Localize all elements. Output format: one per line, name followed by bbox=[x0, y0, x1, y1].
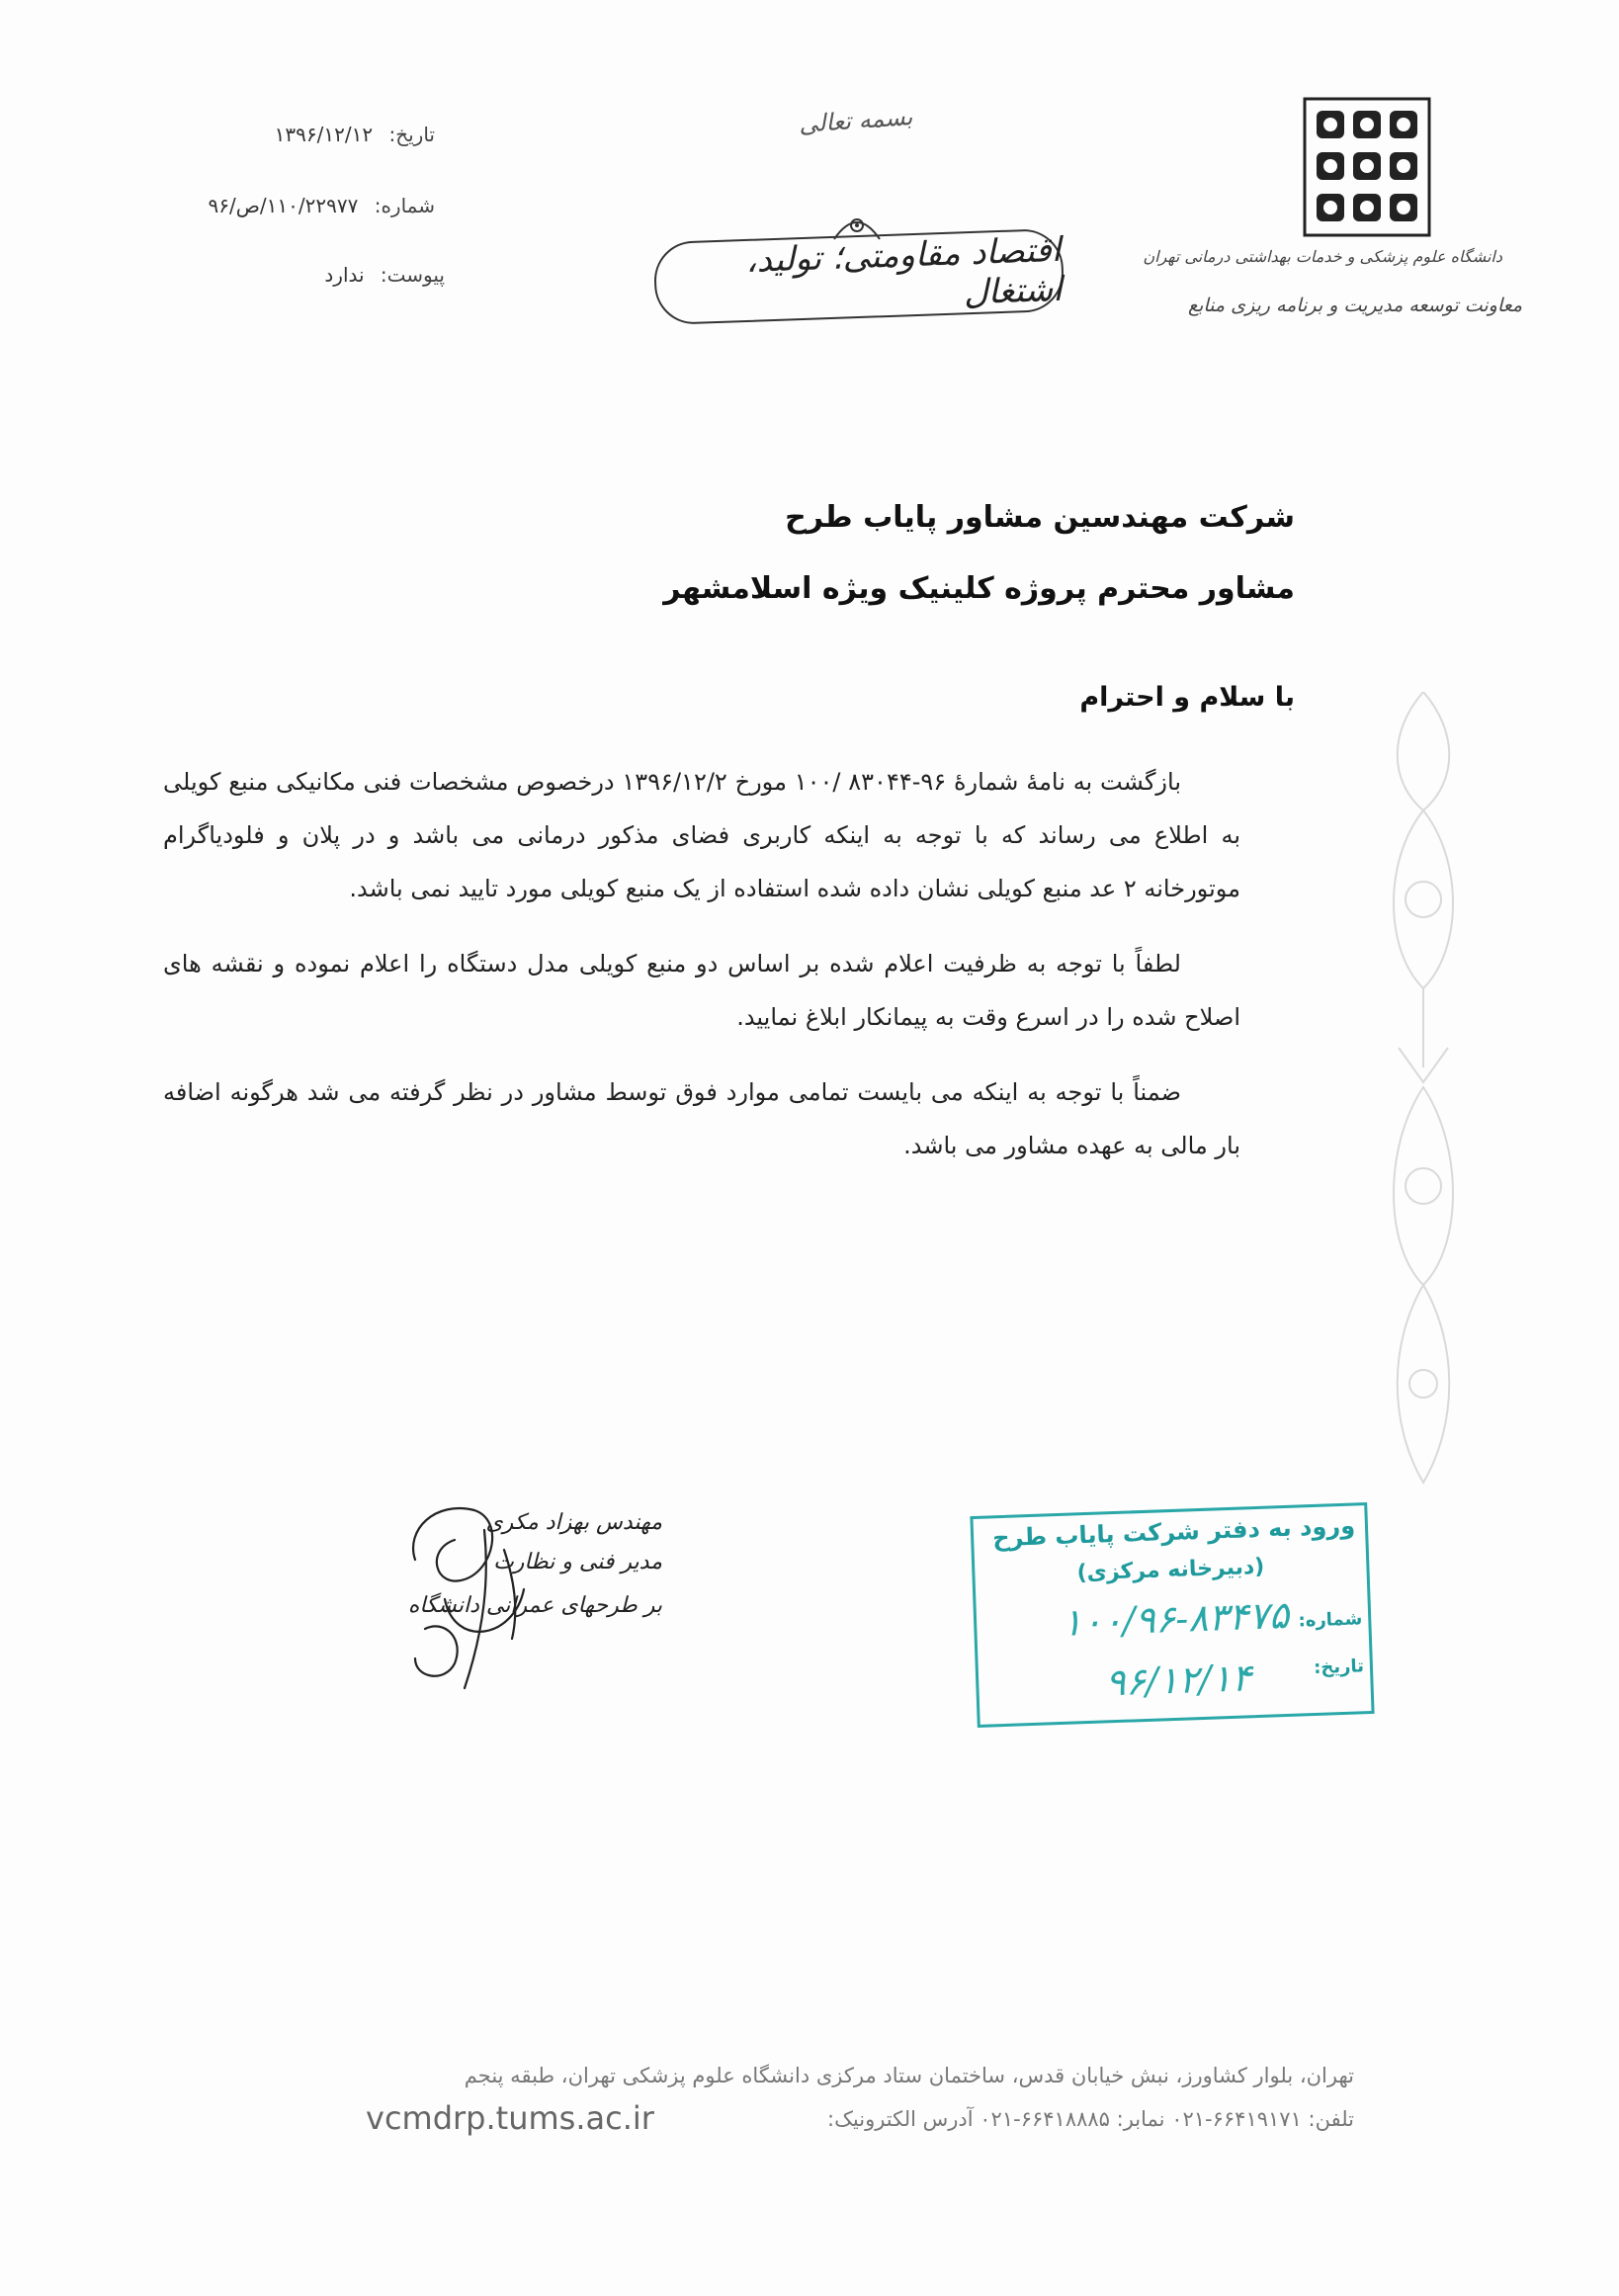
footer-address: تهران، بلوار کشاورز، نبش خیابان قدس، ساختمان ستاد مرکزی دانشگاه علوم پزشکی تهران، طبقه پنجم bbox=[464, 2064, 1354, 2087]
date-value: ۱۳۹۶/۱۲/۱۲ bbox=[274, 123, 374, 146]
attachment-label: پیوست: bbox=[380, 263, 445, 287]
basmala: بسمه تعالی bbox=[798, 103, 914, 138]
signer-title: مدیر فنی و نظارت bbox=[493, 1550, 662, 1574]
org-name: دانشگاه علوم پزشکی و خدمات بهداشتی درمانی تهران bbox=[1143, 247, 1502, 266]
number-field bbox=[198, 194, 435, 217]
body-paragraph-2: لطفاً با توجه به ظرفیت اعلام شده بر اساس دو منبع کویلی مدل دستگاه را اعلام نموده و نقشه های اصلاح شده را در اسرع وقت به پیمانکار ابلاغ نمایید. bbox=[163, 950, 1240, 1031]
stamp-number-label: شماره: bbox=[1298, 1608, 1363, 1632]
body-paragraph-1: بازگشت به نامۀ شمارۀ ۹۶-۸۳۰۴۴ /۱۰۰ مورخ ۱۳۹۶/۱۲/۲ درخصوص مشخصات فنی مکانیکی منبع کویلی به اطلاع می رساند که با توجه به اینکه کاربری فضای مذکور درمانی می باشد و در پلان و فلودیاگرام موتورخانه ۲ عد منبع کویلی نشان داده شده استفاده از یک منبع کویلی مورد تایید نمی باشد. bbox=[163, 768, 1240, 902]
recipient-title: مشاور محترم پروژه کلینیک ویژه اسلامشهر bbox=[663, 571, 1295, 606]
stamp-date-value: ۹۶/۱۲/۱۴ bbox=[1104, 1656, 1253, 1705]
university-logo bbox=[1303, 97, 1431, 237]
stamp-date-label: تاریخ: bbox=[1313, 1656, 1365, 1679]
stamp-number-value: ۱۰۰/۹۶-۸۳۴۷۵ bbox=[1061, 1592, 1290, 1645]
number-label: شماره: bbox=[374, 194, 435, 217]
number-value: ۱۱۰/۲۲۹۷۷/ص/۹۶ bbox=[208, 194, 359, 217]
footer-contact: تلفن: ۶۶۴۱۹۱۷۱-۰۲۱ نمابر: ۶۶۴۱۸۸۸۵-۰۲۱ آدرس الکترونیک: bbox=[827, 2107, 1354, 2131]
attachment-value: ندارد bbox=[324, 263, 365, 287]
date-field bbox=[257, 123, 435, 146]
body-paragraph-3: ضمناً با توجه به اینکه می بایست تمامی موارد فوق توسط مشاور در نظر گرفته می شد هرگونه اضافه بار مالی به عهده مشاور می باشد. bbox=[163, 1078, 1240, 1159]
stamp-title: ورود به دفتر شرکت پایاب طرح bbox=[991, 1511, 1356, 1553]
salutation: با سلام و احترام bbox=[1079, 682, 1295, 713]
attachment-field bbox=[297, 263, 445, 287]
recipient-company: شرکت مهندسین مشاور پایاب طرح bbox=[785, 500, 1295, 535]
watermark-ornament bbox=[1369, 692, 1478, 1502]
signer-name: مهندس بهزاد مکری bbox=[485, 1510, 662, 1535]
receipt-stamp bbox=[970, 1502, 1374, 1728]
signer-unit: بر طرحهای عمرانی دانشگاه bbox=[407, 1593, 662, 1618]
letter-body bbox=[163, 755, 1240, 1194]
org-department: معاونت توسعه مدیریت و برنامه ریزی منابع bbox=[1187, 295, 1522, 316]
stamp-subtitle: (دبیرخانه مرکزی) bbox=[1076, 1554, 1265, 1586]
date-label: تاریخ: bbox=[388, 123, 435, 146]
slogan-banner: اقتصاد مقاومتی؛ تولید، اشتغال bbox=[653, 228, 1065, 325]
footer-website-link[interactable]: vcmdrp.tums.ac.ir bbox=[366, 2099, 654, 2137]
